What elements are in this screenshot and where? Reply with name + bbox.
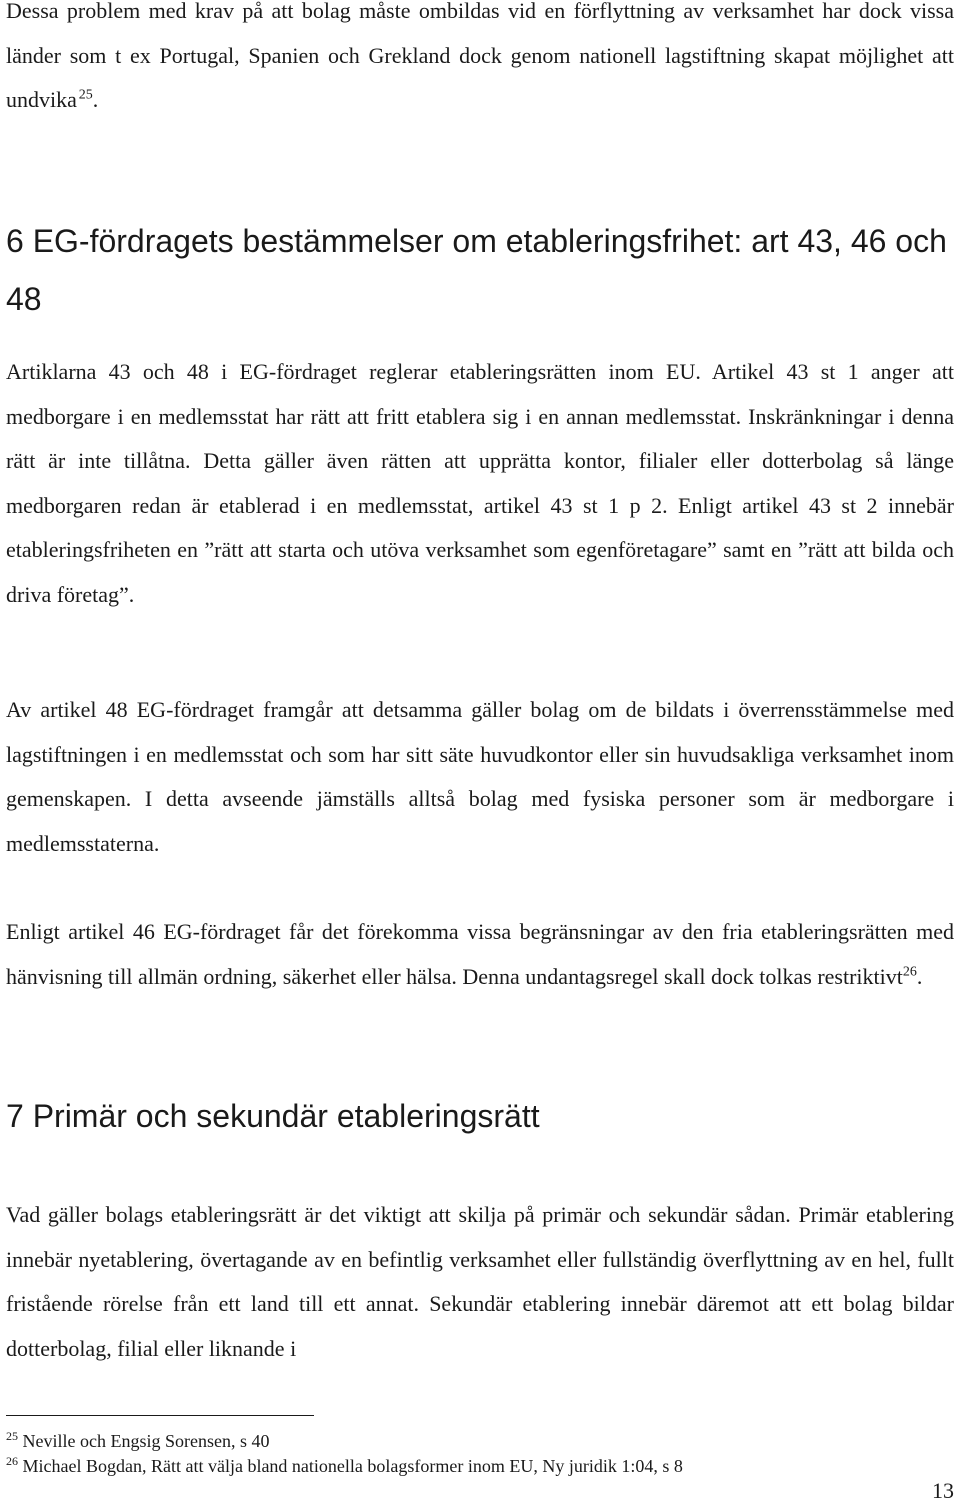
paragraph-intro-tail: . xyxy=(92,87,99,112)
paragraph-primar: Vad gäller bolags etableringsrätt är det viktigt att skilja på primär och sekundär sådan. Primär etablering innebär nyetablering, övertagande av en befintlig verksamhet eller fullständig överflyttning av en hel, fullt fristående rörelse från ett land till ett annat. Sekundär etablering innebär däremot att ett bolag bildar dotterbolag, filial eller liknande i xyxy=(6,1202,954,1361)
paragraph-art46-tail: . xyxy=(916,963,923,989)
paragraph-intro xyxy=(6,0,954,123)
paragraph-art43: Artiklarna 43 och 48 i EG-fördraget reglerar etableringsrätten inom EU. Artikel 43 st 1 anger att medborgare i en medlemsstat har rätt att fritt etablera sig i en annan medlemsstat. Inskränkningar i denna rätt är inte tillåtna. Detta gäller även rätten att upprätta kontor, filialer eller dotterbolag så länge medborgaren redan är etablerad i en medlemsstat, artikel 43 st 1 p 2. Enligt artikel 43 st 2 innebär etableringsfriheten en ”rätt att starta och utöva verksamhet som egenföretagare” samt en ”rätt att bilda och driva företag”. xyxy=(6,359,954,607)
paragraph-intro-text: Dessa problem med krav på att bolag måste ombildas vid en förflyttning av verksamhet har dock vissa länder som t ex Portugal, Spanien och Grekland dock genom nationell lagstiftning skapat möjlighet att undvika xyxy=(6,0,954,112)
heading-section-7: 7 Primär och sekundär etableringsrätt xyxy=(6,1098,540,1134)
footnote-ref-25[interactable]: 25 xyxy=(78,87,93,103)
footnote-divider xyxy=(6,1415,314,1416)
footnote-text: Michael Bogdan, Rätt att välja bland nationella bolagsformer inom EU, Ny juridik 1:04, s 8 xyxy=(22,1456,683,1476)
paragraph-art46-text: Enligt artikel 46 EG-fördraget får det förekomma vissa begränsningar av den fria etableringsrätten med hänvisning till allmän ordning, säkerhet eller hälsa. Denna undantagsregel skall dock tolkas restriktivt xyxy=(6,919,954,989)
heading-section-6: 6 EG-fördragets bestämmelser om etableringsfrihet: art 43, 46 och 48 xyxy=(6,223,947,317)
footnote-26 xyxy=(6,1455,954,1477)
footnote-ref-26[interactable]: 26 xyxy=(902,964,917,980)
footnote-number: 25 xyxy=(6,1429,18,1443)
footnote-text: Neville och Engsig Sorensen, s 40 xyxy=(22,1431,270,1451)
paragraph-art48: Av artikel 48 EG-fördraget framgår att detsamma gäller bolag om de bildats i överrensstämmelse med lagstiftningen i en medlemsstat och som har sitt säte huvudkontor eller sin huvudsakliga verksamhet inom gemenskapen. I detta avseende jämställs alltså bolag med fysiska personer som är medborgare i medlemsstaterna. xyxy=(6,697,954,856)
footnote-25 xyxy=(6,1430,954,1452)
footnote-number: 26 xyxy=(6,1454,18,1468)
paragraph-art46 xyxy=(6,910,954,999)
page-number: 13 xyxy=(932,1478,954,1503)
